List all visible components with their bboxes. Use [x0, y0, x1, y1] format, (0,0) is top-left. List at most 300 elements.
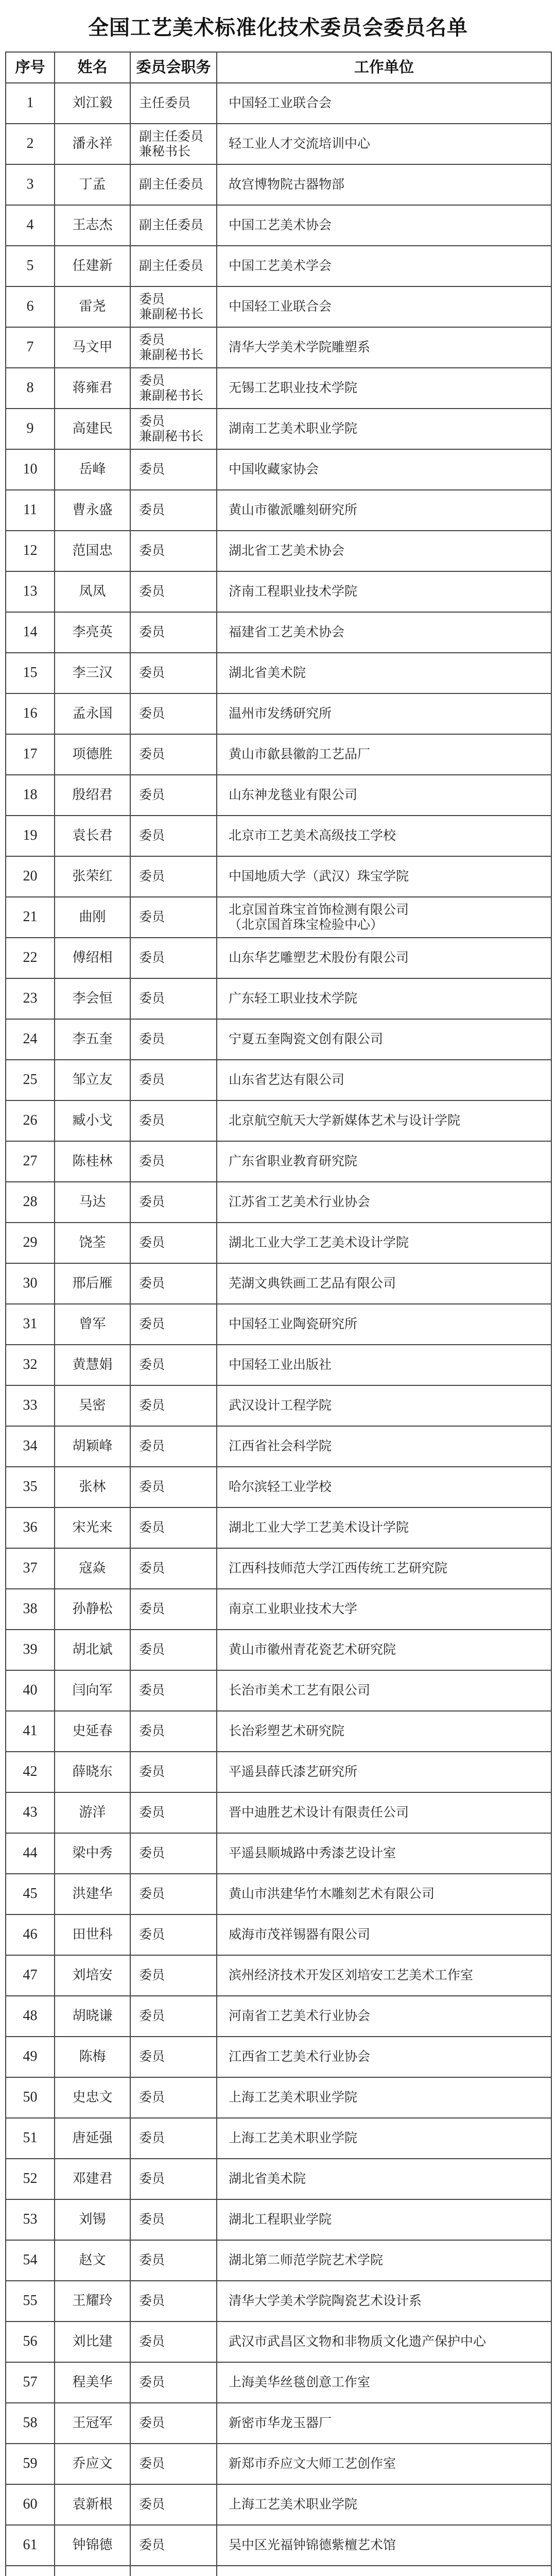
cell-number: 55: [6, 2281, 55, 2321]
cell-role: 委员: [130, 1426, 217, 1467]
cell-unit: 河南省工艺美术行业协会: [217, 1996, 551, 2037]
cell-number: 43: [6, 1792, 55, 1833]
table-row: [6, 1182, 551, 1223]
cell-name: 刘比建: [55, 2321, 130, 2362]
cell-role: 副主任委员: [130, 246, 217, 286]
cell-name: [55, 2566, 130, 2576]
cell-unit: 福建省工艺美术协会: [217, 612, 551, 653]
cell-unit: 中国地质大学（武汉）珠宝学院: [217, 856, 551, 897]
cell-number: 38: [6, 1589, 55, 1630]
table-row: [6, 2484, 551, 2525]
cell-role: 委员: [130, 1141, 217, 1182]
cell-unit: 武汉设计工程学院: [217, 1385, 551, 1426]
cell-unit: 平遥县薛氏漆艺研究所: [217, 1752, 551, 1792]
cell-number: 29: [6, 1223, 55, 1263]
table-row: [6, 693, 551, 734]
cell-role: 委员: [130, 1548, 217, 1589]
cell-unit: 滨州经济技术开发区刘培安工艺美术工作室: [217, 1955, 551, 1996]
cell-role: 委员: [130, 775, 217, 816]
cell-number: 45: [6, 1874, 55, 1914]
cell-unit: 江西省社会科学院: [217, 1426, 551, 1467]
cell-role: 委员: [130, 1019, 217, 1060]
cell-unit: 长治彩塑艺术研究院: [217, 1711, 551, 1752]
cell-number: 17: [6, 734, 55, 775]
cell-number: 35: [6, 1467, 55, 1507]
cell-unit: 黄山市徽州青花瓷艺术研究院: [217, 1630, 551, 1670]
table-header-row: [6, 52, 551, 83]
cell-role: 副主任委员: [130, 205, 217, 246]
cell-unit: 上海工艺美术职业学院: [217, 2118, 551, 2159]
table-row: [6, 2525, 551, 2566]
cell-unit: 中国轻工业出版社: [217, 1345, 551, 1385]
cell-number: 37: [6, 1548, 55, 1589]
cell-name: 乔应文: [55, 2444, 130, 2484]
table-row: [6, 246, 551, 286]
table-row: [6, 1060, 551, 1100]
cell-name: 曲刚: [55, 897, 130, 938]
cell-name: 寇焱: [55, 1548, 130, 1589]
cell-unit: 中国轻工业陶瓷研究所: [217, 1304, 551, 1345]
cell-role: 委员 兼副秘书长: [130, 327, 217, 368]
cell-name: 袁新根: [55, 2484, 130, 2525]
cell-unit: 北京市工艺美术高级技工学校: [217, 816, 551, 856]
cell-name: 李亮英: [55, 612, 130, 653]
cell-unit: 湖北省美术院: [217, 653, 551, 693]
cell-name: 丁孟: [55, 164, 130, 205]
table-row: [6, 1670, 551, 1711]
cell-number: 16: [6, 693, 55, 734]
header-unit: 工作单位: [217, 52, 551, 83]
table-row: [6, 531, 551, 571]
cell-name: 黄慧娟: [55, 1345, 130, 1385]
table-row: [6, 2118, 551, 2159]
cell-name: 傅绍相: [55, 938, 130, 978]
cell-number: 39: [6, 1630, 55, 1670]
cell-role: 副主任委员 兼秘书长: [130, 124, 217, 164]
cell-unit: 中国轻工业联合会: [217, 286, 551, 327]
table-row: [6, 1345, 551, 1385]
cell-unit: 湖北工程职业学院: [217, 2199, 551, 2240]
header-number: 序号: [6, 52, 55, 83]
table-row: [6, 1263, 551, 1304]
table-row: [6, 612, 551, 653]
header-role: 委员会职务: [130, 52, 217, 83]
table-row: [6, 775, 551, 816]
member-table: [5, 52, 552, 2576]
cell-unit: 中国轻工业联合会: [217, 83, 551, 124]
cell-name: 李五奎: [55, 1019, 130, 1060]
cell-number: 61: [6, 2525, 55, 2566]
cell-name: 吴密: [55, 1385, 130, 1426]
cell-role: 委员: [130, 1874, 217, 1914]
cell-name: 项德胜: [55, 734, 130, 775]
table-row: [6, 286, 551, 327]
cell-role: [130, 2566, 217, 2576]
cell-role: 委员: [130, 1792, 217, 1833]
cell-name: 雷尧: [55, 286, 130, 327]
cell-role: 委员: [130, 978, 217, 1019]
table-row: [6, 1100, 551, 1141]
cell-number: [6, 2566, 55, 2576]
table-row: [6, 2037, 551, 2077]
cell-role: 委员: [130, 693, 217, 734]
cell-role: 委员: [130, 1182, 217, 1223]
cell-name: 李三汉: [55, 653, 130, 693]
cell-number: 51: [6, 2118, 55, 2159]
cell-name: 马达: [55, 1182, 130, 1223]
cell-number: 7: [6, 327, 55, 368]
cell-name: 邓建君: [55, 2159, 130, 2199]
cell-unit: 黄山市歙县徽韵工艺品厂: [217, 734, 551, 775]
cell-role: 委员: [130, 449, 217, 490]
cell-role: 委员: [130, 897, 217, 938]
cell-role: 委员: [130, 2240, 217, 2281]
cell-name: 张荣红: [55, 856, 130, 897]
table-row: [6, 1467, 551, 1507]
cell-name: 张林: [55, 1467, 130, 1507]
cell-role: 委员 兼副秘书长: [130, 409, 217, 449]
cell-number: 22: [6, 938, 55, 978]
cell-role: 委员: [130, 2159, 217, 2199]
cell-unit: 北京航空航天大学新媒体艺术与设计学院: [217, 1100, 551, 1141]
cell-role: 委员: [130, 816, 217, 856]
cell-role: 委员: [130, 1060, 217, 1100]
cell-name: 陈梅: [55, 2037, 130, 2077]
cell-unit: 无锡工艺职业技术学院: [217, 368, 551, 409]
header-name: 姓名: [55, 52, 130, 83]
cell-number: 34: [6, 1426, 55, 1467]
table-row: [6, 2240, 551, 2281]
cell-number: 50: [6, 2077, 55, 2118]
cell-name: 史忠文: [55, 2077, 130, 2118]
cell-name: 王冠军: [55, 2403, 130, 2444]
cell-number: 58: [6, 2403, 55, 2444]
cell-unit: 平遥县顺城路中秀漆艺设计室: [217, 1833, 551, 1874]
cell-unit: 武汉市武昌区文物和非物质文化遗产保护中心: [217, 2321, 551, 2362]
cell-unit: 轻工业人才交流培训中心: [217, 124, 551, 164]
cell-unit: 湖北省工艺美术协会: [217, 531, 551, 571]
table-row: [6, 938, 551, 978]
cell-role: 委员: [130, 1833, 217, 1874]
cell-unit: 上海工艺美术职业学院: [217, 2077, 551, 2118]
cell-number: 26: [6, 1100, 55, 1141]
cell-unit: 山东省艺达有限公司: [217, 1060, 551, 1100]
cell-name: 王志杰: [55, 205, 130, 246]
table-row: [6, 1223, 551, 1263]
cell-name: 邹立友: [55, 1060, 130, 1100]
cell-name: 刘培安: [55, 1955, 130, 1996]
table-row: [6, 2566, 551, 2576]
cell-number: 32: [6, 1345, 55, 1385]
cell-number: 47: [6, 1955, 55, 1996]
table-row: [6, 816, 551, 856]
cell-unit: 江苏省工艺美术行业协会: [217, 1182, 551, 1223]
table-row: [6, 1507, 551, 1548]
cell-name: 马文甲: [55, 327, 130, 368]
cell-unit: 广东省职业教育研究院: [217, 1141, 551, 1182]
table-row: [6, 409, 551, 449]
cell-number: 48: [6, 1996, 55, 2037]
cell-role: 委员: [130, 2484, 217, 2525]
cell-unit: 吴中区光福钟锦德紫檀艺术馆: [217, 2525, 551, 2566]
cell-role: 委员: [130, 2362, 217, 2403]
cell-unit: 山东神龙毯业有限公司: [217, 775, 551, 816]
table-row: [6, 1914, 551, 1955]
cell-number: 25: [6, 1060, 55, 1100]
table-row: [6, 1385, 551, 1426]
cell-name: 曾军: [55, 1304, 130, 1345]
cell-role: 委员: [130, 1996, 217, 2037]
cell-number: 19: [6, 816, 55, 856]
cell-role: 委员: [130, 734, 217, 775]
cell-number: 27: [6, 1141, 55, 1182]
table-row: [6, 1752, 551, 1792]
cell-number: 44: [6, 1833, 55, 1874]
cell-name: 梁中秀: [55, 1833, 130, 1874]
table-row: [6, 490, 551, 531]
cell-role: 委员: [130, 1100, 217, 1141]
cell-number: 14: [6, 612, 55, 653]
cell-role: 委员: [130, 2037, 217, 2077]
cell-unit: 江西省工艺美术行业协会: [217, 2037, 551, 2077]
cell-unit: 南京工业职业技术大学: [217, 1589, 551, 1630]
table-row: [6, 978, 551, 1019]
cell-unit: 济南工程职业技术学院: [217, 571, 551, 612]
table-row: [6, 897, 551, 938]
cell-unit: 黄山市洪建华竹木雕刻艺术有限公司: [217, 1874, 551, 1914]
cell-role: 委员: [130, 1630, 217, 1670]
table-row: [6, 368, 551, 409]
table-row: [6, 2199, 551, 2240]
cell-unit: 湖北第二师范学院艺术学院: [217, 2240, 551, 2281]
cell-number: 5: [6, 246, 55, 286]
cell-name: 宋光来: [55, 1507, 130, 1548]
table-row: [6, 2362, 551, 2403]
table-row: [6, 1955, 551, 1996]
cell-number: 40: [6, 1670, 55, 1711]
table-row: [6, 1304, 551, 1345]
cell-number: 1: [6, 83, 55, 124]
cell-number: 30: [6, 1263, 55, 1304]
cell-name: 高建民: [55, 409, 130, 449]
cell-role: 委员: [130, 1507, 217, 1548]
cell-name: 臧小戈: [55, 1100, 130, 1141]
cell-name: 赵文: [55, 2240, 130, 2281]
cell-role: 委员: [130, 2321, 217, 2362]
table-row: [6, 164, 551, 205]
cell-number: 31: [6, 1304, 55, 1345]
cell-unit: [217, 2566, 551, 2576]
cell-number: 8: [6, 368, 55, 409]
cell-name: 袁长君: [55, 816, 130, 856]
cell-role: 委员: [130, 1711, 217, 1752]
cell-name: 唐延强: [55, 2118, 130, 2159]
table-row: [6, 449, 551, 490]
table-row: [6, 2321, 551, 2362]
table-row: [6, 1833, 551, 1874]
cell-number: 21: [6, 897, 55, 938]
cell-unit: 威海市茂祥锡器有限公司: [217, 1914, 551, 1955]
cell-role: 委员: [130, 1263, 217, 1304]
page-title: 全国工艺美术标准化技术委员会委员名单: [88, 15, 468, 40]
cell-role: 委员: [130, 2281, 217, 2321]
cell-role: 委员: [130, 1589, 217, 1630]
cell-unit: 北京国首珠宝首饰检测有限公司 （北京国首珠宝检验中心）: [217, 897, 551, 938]
cell-name: 任建新: [55, 246, 130, 286]
table-row: [6, 734, 551, 775]
cell-name: 王耀玲: [55, 2281, 130, 2321]
cell-number: 6: [6, 286, 55, 327]
cell-name: 蒋雍君: [55, 368, 130, 409]
cell-name: 田世科: [55, 1914, 130, 1955]
cell-number: 10: [6, 449, 55, 490]
table-row: [6, 653, 551, 693]
cell-number: 13: [6, 571, 55, 612]
cell-unit: 湖北工业大学工艺美术设计学院: [217, 1223, 551, 1263]
cell-role: 委员: [130, 2118, 217, 2159]
cell-name: 岳峰: [55, 449, 130, 490]
cell-unit: 湖北省美术院: [217, 2159, 551, 2199]
table-row: [6, 2077, 551, 2118]
cell-name: 钟锦德: [55, 2525, 130, 2566]
cell-name: 洪建华: [55, 1874, 130, 1914]
cell-unit: 温州市发绣研究所: [217, 693, 551, 734]
cell-number: 15: [6, 653, 55, 693]
cell-role: 委员 兼副秘书长: [130, 286, 217, 327]
cell-unit: 长治市美术工艺有限公司: [217, 1670, 551, 1711]
cell-number: 54: [6, 2240, 55, 2281]
cell-name: 胡晓谦: [55, 1996, 130, 2037]
cell-name: 潘永祥: [55, 124, 130, 164]
table-row: [6, 1589, 551, 1630]
cell-role: 委员: [130, 1385, 217, 1426]
table-row: [6, 1874, 551, 1914]
cell-unit: 上海美华丝毯创意工作室: [217, 2362, 551, 2403]
cell-name: 孟永国: [55, 693, 130, 734]
table-body: [6, 83, 551, 2576]
cell-number: 56: [6, 2321, 55, 2362]
cell-unit: 新郑市乔应文大师工艺创作室: [217, 2444, 551, 2484]
cell-role: 委员: [130, 490, 217, 531]
cell-number: 36: [6, 1507, 55, 1548]
cell-unit: 新密市华龙玉器厂: [217, 2403, 551, 2444]
table-row: [6, 1711, 551, 1752]
cell-unit: 江西科技师范大学江西传统工艺研究院: [217, 1548, 551, 1589]
cell-number: 4: [6, 205, 55, 246]
cell-role: 副主任委员: [130, 164, 217, 205]
cell-unit: 中国工艺美术协会: [217, 205, 551, 246]
cell-role: 委员: [130, 2077, 217, 2118]
table-row: [6, 1630, 551, 1670]
cell-number: 12: [6, 531, 55, 571]
cell-name: 邢后雁: [55, 1263, 130, 1304]
cell-name: 曹永盛: [55, 490, 130, 531]
cell-role: 委员: [130, 2199, 217, 2240]
table-row: [6, 2281, 551, 2321]
cell-number: 42: [6, 1752, 55, 1792]
table-row: [6, 2159, 551, 2199]
cell-name: 李会恒: [55, 978, 130, 1019]
cell-role: 委员: [130, 571, 217, 612]
cell-name: 游洋: [55, 1792, 130, 1833]
cell-name: 范国忠: [55, 531, 130, 571]
cell-number: 18: [6, 775, 55, 816]
cell-role: 委员: [130, 653, 217, 693]
cell-unit: 哈尔滨轻工业学校: [217, 1467, 551, 1507]
cell-number: 46: [6, 1914, 55, 1955]
cell-role: 委员: [130, 1914, 217, 1955]
cell-number: 53: [6, 2199, 55, 2240]
cell-role: 委员: [130, 2525, 217, 2566]
cell-unit: 上海工艺美术职业学院: [217, 2484, 551, 2525]
cell-name: 凤凤: [55, 571, 130, 612]
table-row: [6, 205, 551, 246]
cell-number: 2: [6, 124, 55, 164]
cell-unit: 广东轻工职业技术学院: [217, 978, 551, 1019]
cell-number: 20: [6, 856, 55, 897]
table-row: [6, 124, 551, 164]
cell-number: 60: [6, 2484, 55, 2525]
cell-name: 薛晓东: [55, 1752, 130, 1792]
cell-name: 史延春: [55, 1711, 130, 1752]
cell-role: 委员: [130, 856, 217, 897]
cell-name: 孙静松: [55, 1589, 130, 1630]
cell-role: 委员: [130, 1670, 217, 1711]
cell-role: 委员: [130, 531, 217, 571]
table-row: [6, 83, 551, 124]
cell-role: 委员: [130, 1304, 217, 1345]
cell-number: 9: [6, 409, 55, 449]
table-row: [6, 2403, 551, 2444]
cell-unit: 中国工艺美术学会: [217, 246, 551, 286]
cell-name: 陈桂林: [55, 1141, 130, 1182]
table-row: [6, 1426, 551, 1467]
cell-role: 主任委员: [130, 83, 217, 124]
cell-role: 委员: [130, 1955, 217, 1996]
cell-unit: 芜湖文典铁画工艺品有限公司: [217, 1263, 551, 1304]
cell-unit: 清华大学美术学院雕塑系: [217, 327, 551, 368]
cell-number: 28: [6, 1182, 55, 1223]
table-row: [6, 571, 551, 612]
cell-number: 33: [6, 1385, 55, 1426]
cell-unit: 清华大学美术学院陶瓷艺术设计系: [217, 2281, 551, 2321]
table-row: [6, 327, 551, 368]
cell-role: 委员 兼副秘书长: [130, 368, 217, 409]
cell-unit: 湖北工业大学工艺美术设计学院: [217, 1507, 551, 1548]
cell-role: 委员: [130, 1467, 217, 1507]
cell-role: 委员: [130, 1223, 217, 1263]
cell-number: 23: [6, 978, 55, 1019]
table-row: [6, 2444, 551, 2484]
cell-role: 委员: [130, 938, 217, 978]
cell-unit: 中国收藏家协会: [217, 449, 551, 490]
table-row: [6, 1996, 551, 2037]
table-row: [6, 1792, 551, 1833]
cell-number: 11: [6, 490, 55, 531]
cell-number: 52: [6, 2159, 55, 2199]
cell-name: 刘江毅: [55, 83, 130, 124]
cell-unit: 宁夏五奎陶瓷文创有限公司: [217, 1019, 551, 1060]
cell-unit: 故宫博物院古器物部: [217, 164, 551, 205]
cell-unit: 晋中迪胜艺术设计有限责任公司: [217, 1792, 551, 1833]
cell-number: 3: [6, 164, 55, 205]
cell-number: 41: [6, 1711, 55, 1752]
cell-unit: 山东华艺雕塑艺术股份有限公司: [217, 938, 551, 978]
cell-role: 委员: [130, 2403, 217, 2444]
cell-name: 程美华: [55, 2362, 130, 2403]
cell-number: 59: [6, 2444, 55, 2484]
cell-unit: 湖南工艺美术职业学院: [217, 409, 551, 449]
